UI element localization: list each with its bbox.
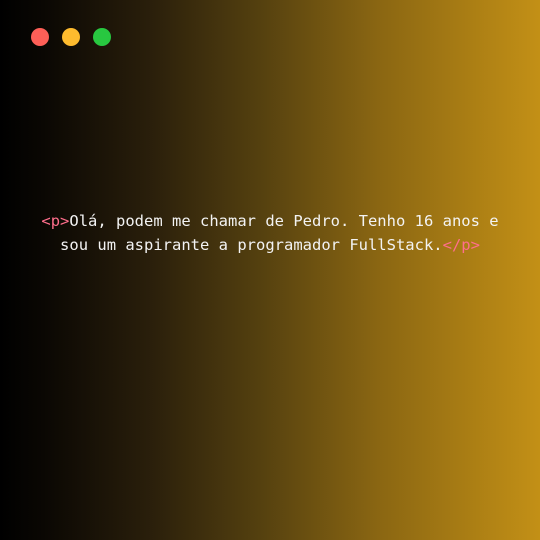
- open-tag: <p>: [41, 212, 70, 230]
- close-button[interactable]: [31, 28, 49, 46]
- code-snippet: [0, 209, 540, 257]
- paragraph-text: Olá, podem me chamar de Pedro. Tenho 16 anos e sou um aspirante a programador FullStack.: [60, 212, 499, 254]
- minimize-button[interactable]: [62, 28, 80, 46]
- close-tag: </p>: [442, 236, 480, 254]
- window-controls: [31, 28, 111, 46]
- maximize-button[interactable]: [93, 28, 111, 46]
